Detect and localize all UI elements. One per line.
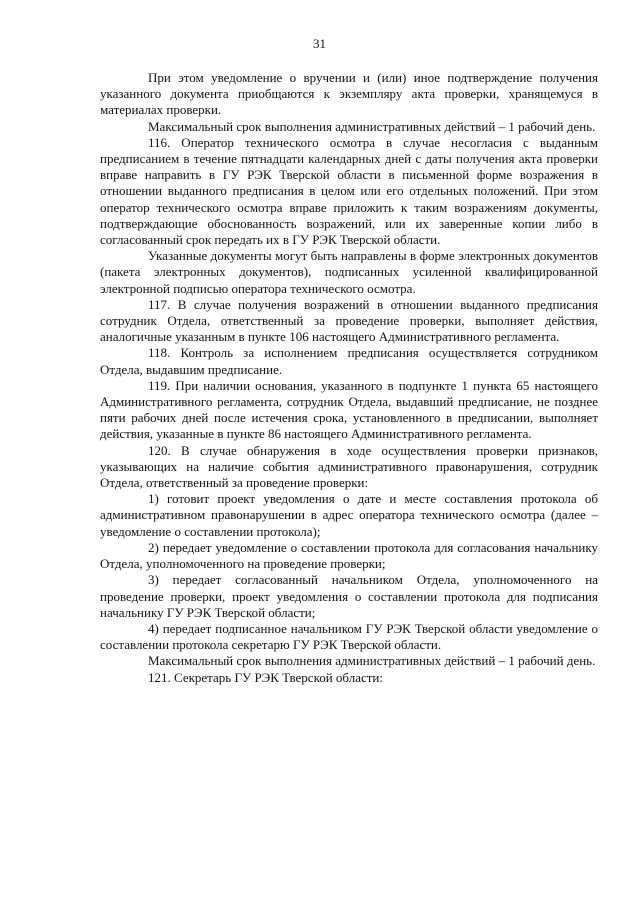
paragraph-subitem-2: 2) передает уведомление о составлении протокола для согласования начальнику Отдела, уполномоченного на проведение проверки; — [100, 539, 598, 572]
paragraph-item-118: 118. Контроль за исполнением предписания осуществляется сотрудником Отдела, выдавшим предписание. — [100, 345, 598, 377]
page-number: 31 — [313, 36, 326, 51]
paragraph-item-119: 119. При наличии основания, указанного в подпункте 1 пункта 65 настоящего Административного регламента, сотрудник Отдела, выдавший предписание, не позднее пяти рабочих дней после истечения срока, установленного в предписании, выполняет действия, указанные в пункте 86 настоящего Административного регламента. — [100, 377, 598, 442]
paragraph-max-time-2: Максимальный срок выполнения административных действий – 1 рабочий день. — [148, 653, 596, 669]
paragraph-subitem-3: 3) передает согласованный начальником Отдела, уполномоченного на проведение проверки, проект уведомления о составлении протокола для подписания начальнику ГУ РЭК Тверской области; — [100, 572, 598, 620]
paragraph-item-116: 116. Оператор технического осмотра в случае несогласия с выданным предписанием в течение пятнадцати календарных дней с даты получения акта проверки вправе направить в ГУ РЭК Тверской области в письменной форме возражения в отношении выданного предписания в целом или его отдельных положений. При этом оператор технического осмотра вправе приложить к таким возражениям документы, подтверждающие обоснованность возражений, или их заверенные копии либо в согласованный срок передать их в ГУ РЭК Тверской области. — [100, 134, 598, 248]
paragraph-notification-confirmation: При этом уведомление о вручении и (или) иное подтверждение получения указанного документа приобщаются к экземпляру акта проверки, хранящемуся в материалах проверки. — [100, 70, 598, 118]
paragraph-subitem-4: 4) передает подписанное начальником ГУ РЭК Тверской области уведомление о составлении протокола секретарю ГУ РЭК Тверской области. — [100, 620, 598, 653]
paragraph-item-117: 117. В случае получения возражений в отношении выданного предписания сотрудник Отдела, ответственный за проведение проверки, выполняет действия, аналогичные указанным в пункте 106 настоящего Административного регламента. — [100, 296, 598, 345]
paragraph-item-120: 120. В случае обнаружения в ходе осуществления проверки признаков, указывающих на наличие события административного правонарушения, сотрудник Отдела, ответственный за проведение проверки: — [100, 442, 598, 491]
paragraph-electronic-documents: Указанные документы могут быть направлены в форме электронных документов (пакета электронных документов), подписанных усиленной квалифицированной электронной подписью оператора технического осмотра. — [100, 248, 598, 296]
paragraph-item-121: 121. Секретарь ГУ РЭК Тверской области: — [148, 669, 384, 685]
paragraph-max-time-1: Максимальный срок выполнения административных действий – 1 рабочий день. — [148, 118, 596, 134]
paragraph-subitem-1: 1) готовит проект уведомления о дате и месте составления протокола об административном правонарушении в адрес оператора технического осмотра (далее – уведомление о составлении протокола); — [100, 491, 598, 539]
document-body — [100, 70, 598, 686]
